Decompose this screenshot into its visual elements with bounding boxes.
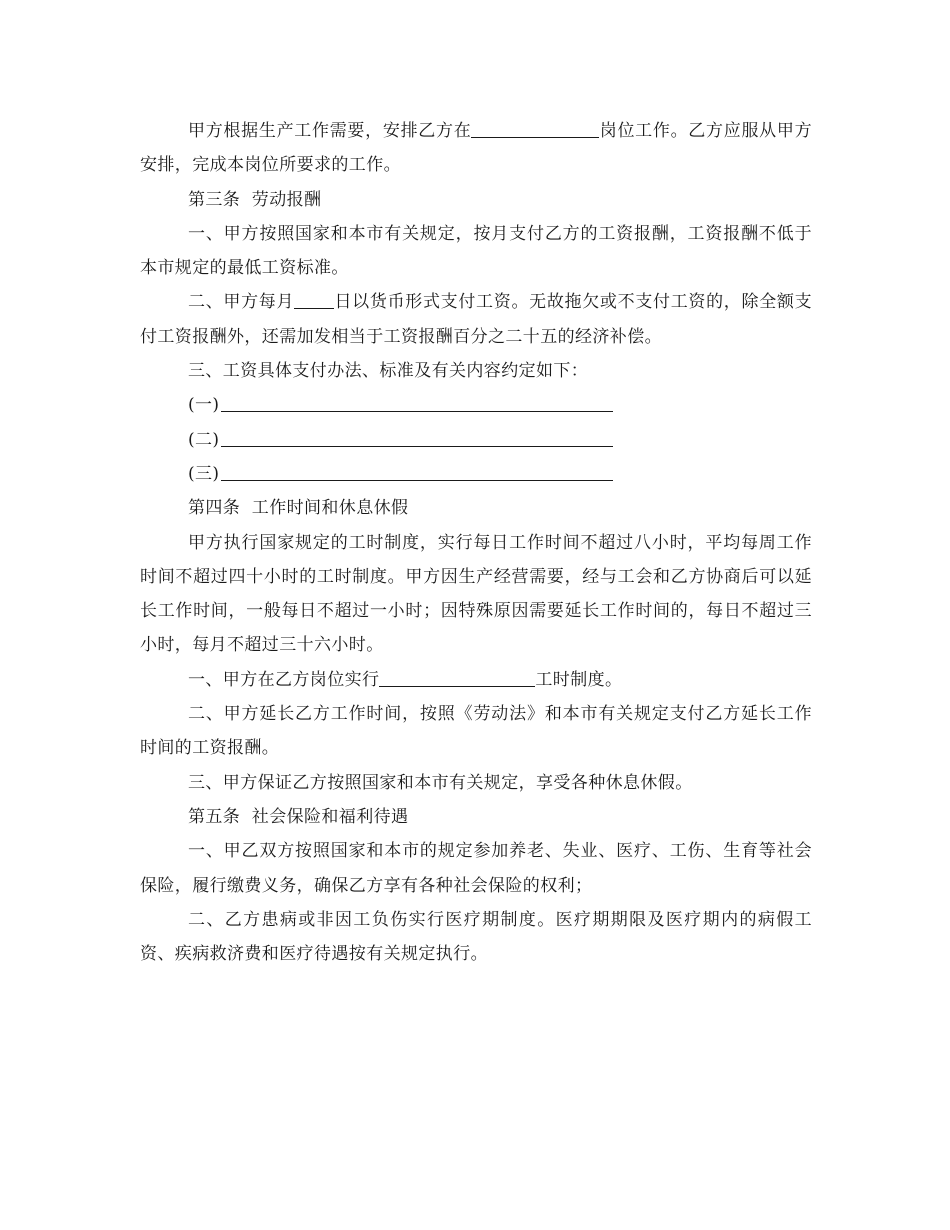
list-item-label: (三)	[188, 463, 220, 484]
article-heading-4: 第四条 工作时间和休息休假	[188, 498, 409, 519]
text-segment: 甲方根据生产工作需要，安排乙方在	[188, 121, 472, 141]
paragraph-min-wage: 一、甲方按照国家和本市有关规定，按月支付乙方的工资报酬，工资报酬不低于本市规定的最低工资标准。	[140, 223, 812, 279]
fill-in-line-3[interactable]	[221, 462, 613, 481]
paragraph-overtime-pay: 二、甲方延长乙方工作时间，按照《劳动法》和本市有关规定支付乙方延长工作时间的工资报酬。	[140, 704, 812, 759]
paragraph-pay-day	[140, 285, 812, 354]
text-segment: 一、甲方在乙方岗位实行	[188, 669, 380, 690]
list-item-label: (二)	[188, 429, 220, 450]
text-segment: 日以货币形式支付工资。无故拖欠或不支付工资的，除全额支付工资报酬外，还需加发相当于工资报酬百分之二十五的经济补偿。	[140, 292, 812, 347]
paragraph-hours-system	[140, 663, 812, 697]
fill-in-line-1[interactable]	[221, 393, 613, 412]
fill-in-blank-pay-day[interactable]	[294, 290, 334, 309]
text-segment: 二、甲方每月	[188, 292, 295, 313]
paragraph-job-position	[140, 114, 812, 183]
list-item-1	[140, 388, 812, 422]
paragraph-pay-method: 三、工资具体支付办法、标准及有关内容约定如下：	[188, 361, 589, 382]
contract-body	[140, 114, 812, 971]
text-segment: 工时制度。	[535, 669, 623, 690]
paragraph-social-insurance: 一、甲乙双方按照国家和本市的规定参加养老、失业、医疗、工伤、生育等社会保险，履行缴费义务，确保乙方享有各种社会保险的权利；	[140, 841, 812, 896]
paragraph-leave: 三、甲方保证乙方按照国家和本市有关规定，享受各种休息休假。	[188, 772, 693, 793]
list-item-3	[140, 457, 812, 491]
list-item-2	[140, 423, 812, 457]
list-item-label: (一)	[188, 395, 220, 416]
article-heading-3: 第三条 劳动报酬	[188, 189, 322, 210]
fill-in-blank-hours-system[interactable]	[379, 668, 535, 687]
fill-in-blank-position[interactable]	[471, 119, 599, 138]
paragraph-working-hours: 甲方执行国家规定的工时制度，实行每日工作时间不超过八小时，平均每周工作时间不超过四十小时的工时制度。甲方因生产经营需要，经与工会和乙方协商后可以延长工作时间，一般每日不超过一小时；因特殊原因需要延长工作时间的，每日不超过三小时，每月不超过三十六小时。	[140, 532, 812, 656]
paragraph-medical-period: 二、乙方患病或非因工负伤实行医疗期制度。医疗期期限及医疗期内的病假工资、疾病救济费和医疗待遇按有关规定执行。	[140, 909, 812, 965]
article-heading-5: 第五条 社会保险和福利待遇	[188, 806, 409, 827]
fill-in-line-2[interactable]	[221, 428, 613, 447]
text-segment: 岗位工作。乙方应服从甲方安排，完成本岗位所要求的工作。	[140, 121, 812, 176]
